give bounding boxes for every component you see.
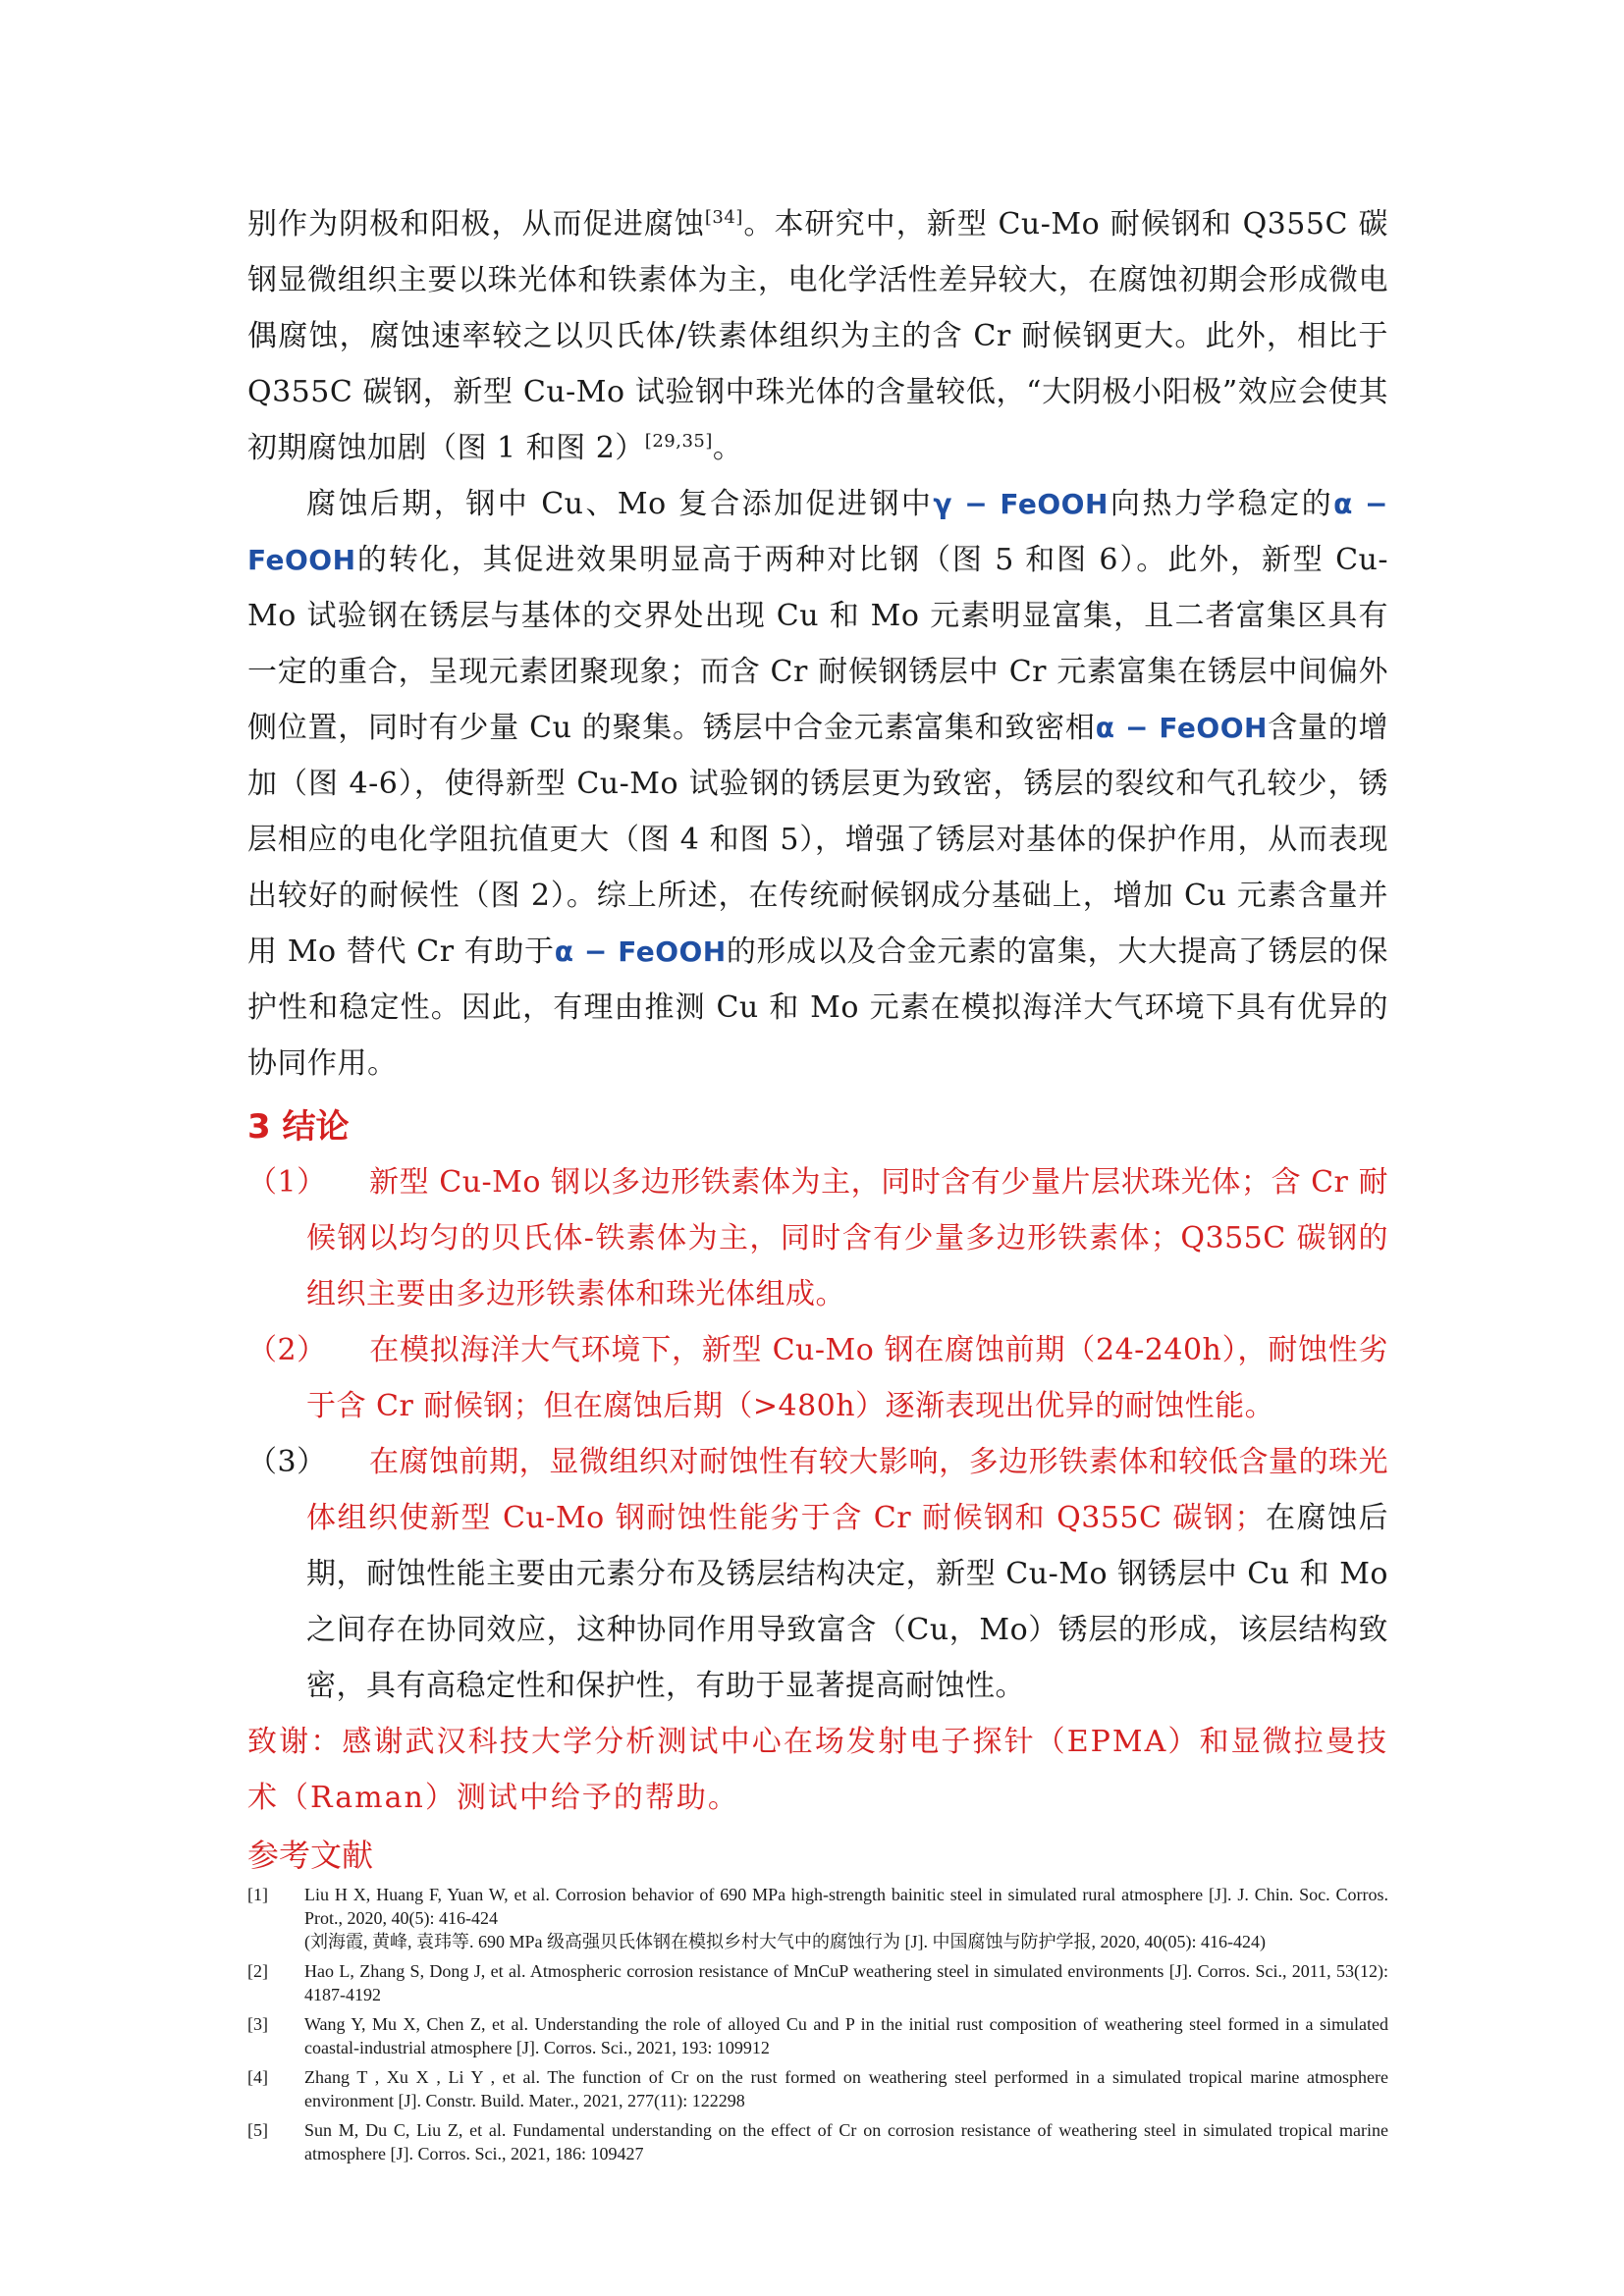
text-run: 。本研究中，新型 Cu-Mo 耐候钢和 Q355C 碳钢显微组织主要以珠光体和铁素体为主，电化学活性差异较大，在腐蚀初期会形成微电偶腐蚀，腐蚀速率较之以贝氏体/铁素体组织为主的含 Cr 耐候钢更大。此外，相比于 Q355C 碳钢，新型 Cu-Mo 试验钢中珠光体的含量较低，“大阴极小阳极”效应会使其初期腐蚀加剧（图 1 和图 2） xyxy=(247,207,1388,465)
conclusion-item xyxy=(247,1322,1388,1434)
conclusion-number: （1） xyxy=(247,1165,327,1200)
reference-item xyxy=(247,2118,1388,2165)
conclusion-text: 新型 Cu-Mo 钢以多边形铁素体为主，同时含有少量片层状珠光体；含 Cr 耐候钢以均匀的贝氏体-铁素体为主，同时含有少量多边形铁素体；Q355C 碳钢的组织主要由多边形铁素体和珠光体组成。 xyxy=(306,1165,1388,1311)
text-run: 含量的增加（图 4-6），使得新型 Cu-Mo 试验钢的锈层更为致密，锈层的裂纹和气孔较少，锈层相应的电化学阻抗值更大（图 4 和图 5），增强了锈层对基体的保护作用，从而表现出较好的耐候性（图 2）。综上所述，在传统耐候钢成分基础上，增加 Cu 元素含量并用 Mo 替代 Cr 有助于 xyxy=(247,711,1389,969)
reference-item xyxy=(247,2065,1388,2112)
reference-item xyxy=(247,1959,1388,2006)
reference-text: Hao L, Zhang S, Dong J, et al. Atmospheric corrosion resistance of MnCuP weathering steel in simulated environments [J]. Corros. Sci., 2011, 53(12): 4187-4192 xyxy=(304,1961,1388,2004)
reference-text: Liu H X, Huang F, Yuan W, et al. Corrosion behavior of 690 MPa high-strength bainitic steel in simulated rural atmosphere [J]. J. Chin. Soc. Corros. Prot., 2020, 40(5): 416-424 xyxy=(304,1885,1388,1928)
citation: [29,35] xyxy=(644,431,713,452)
citation: [34] xyxy=(704,207,743,228)
conclusion-text: 在模拟海洋大气环境下，新型 Cu-Mo 钢在腐蚀前期（24-240h），耐蚀性劣于含 Cr 耐候钢；但在腐蚀后期（>480h）逐渐表现出优异的耐蚀性能。 xyxy=(306,1333,1388,1423)
conclusion-item xyxy=(247,1434,1388,1714)
conclusion-item xyxy=(247,1154,1388,1322)
reference-item xyxy=(247,2012,1388,2059)
body-paragraph-2 xyxy=(247,476,1388,1092)
acknowledgement: 致谢：感谢武汉科技大学分析测试中心在场发射电子探针（EPMA）和显微拉曼技术（Raman）测试中给予的帮助。 xyxy=(247,1725,1388,1815)
text-run: 。 xyxy=(712,431,743,465)
section-title-conclusion: 3 结论 xyxy=(247,1107,350,1147)
reference-number: [2] xyxy=(247,1961,268,1981)
reference-chinese: (刘海霞, 黄峰, 袁玮等. 690 MPa 级高强贝氏体钢在模拟乡村大气中的腐蚀行为 [J]. 中国腐蚀与防护学报, 2020, 40(05): 416-424) xyxy=(304,1932,1266,1951)
reference-number: [1] xyxy=(247,1885,268,1904)
formula-alpha-feooh: α − FeOOH xyxy=(247,488,1389,576)
reference-item xyxy=(247,1883,1388,1953)
conclusion-number: （2） xyxy=(247,1333,327,1367)
conclusion-text: 在腐蚀后期，耐蚀性能主要由元素分布及锈层结构决定，新型 Cu-Mo 钢锈层中 Cu 和 Mo 之间存在协同效应，这种协同作用导致富含（Cu，Mo）锈层的形成，该层结构致密，具有高稳定性和保护性，有助于显著提高耐蚀性。 xyxy=(306,1501,1388,1703)
reference-text: Zhang T , Xu X , Li Y , et al. The function of Cr on the rust formed on weathering steel performed in a simulated tropical marine atmosphere environment [J]. Constr. Build. Mater., 2021, 277(11): 122298 xyxy=(304,2067,1388,2110)
reference-text: Wang Y, Mu X, Chen Z, et al. Understanding the role of alloyed Cu and P in the initial rust composition of weathering steel formed in a simulated coastal-industrial atmosphere [J]. Corros. Sci., 2021, 193: 109912 xyxy=(304,2014,1388,2057)
text-run: 别作为阴极和阳极，从而促进腐蚀 xyxy=(247,207,705,241)
formula-alpha-feooh: α − FeOOH xyxy=(1095,712,1268,744)
text-run: 的转化，其促进效果明显高于两种对比钢（图 5 和图 6）。此外，新型 Cu-Mo 试验钢在锈层与基体的交界处出现 Cu 和 Mo 元素明显富集，且二者富集区具有一定的重合，呈现元素团聚现象；而含 Cr 耐候钢锈层中 Cr 元素富集在锈层中间偏外侧位置，同时有少量 Cu 的聚集。锈层中合金元素富集和致密相 xyxy=(247,543,1388,745)
reference-list xyxy=(247,1883,1388,2165)
reference-text: Sun M, Du C, Liu Z, et al. Fundamental understanding on the effect of Cr on corrosion resistance of weathering steel in simulated tropical marine atmosphere [J]. Corros. Sci., 2021, 186: 109427 xyxy=(304,2120,1388,2163)
page-content xyxy=(247,196,1388,2171)
conclusion-number: （3） xyxy=(247,1445,327,1479)
body-paragraph-1 xyxy=(247,196,1388,476)
conclusion-text: 在腐蚀前期，显微组织对耐蚀性有较大影响，多边形铁素体和较低含量的珠光体组织使新型 Cu-Mo 钢耐蚀性能劣于含 Cr 耐候钢和 Q355C 碳钢； xyxy=(306,1445,1388,1535)
text-run: 的形成以及合金元素的富集，大大提高了锈层的保护性和稳定性。因此，有理由推测 Cu 和 Mo 元素在模拟海洋大气环境下具有优异的协同作用。 xyxy=(247,934,1389,1081)
reference-number: [5] xyxy=(247,2120,268,2140)
formula-alpha-feooh: α − FeOOH xyxy=(554,935,727,968)
text-run: 向热力学稳定的 xyxy=(1108,487,1334,521)
formula-gamma-feooh: γ − FeOOH xyxy=(933,488,1109,520)
references-heading: 参考文献 xyxy=(247,1837,374,1874)
text-run: 腐蚀后期，钢中 Cu、Mo 复合添加促进钢中 xyxy=(306,487,934,521)
conclusion-list xyxy=(247,1154,1388,1714)
reference-number: [4] xyxy=(247,2067,268,2087)
reference-number: [3] xyxy=(247,2014,268,2034)
